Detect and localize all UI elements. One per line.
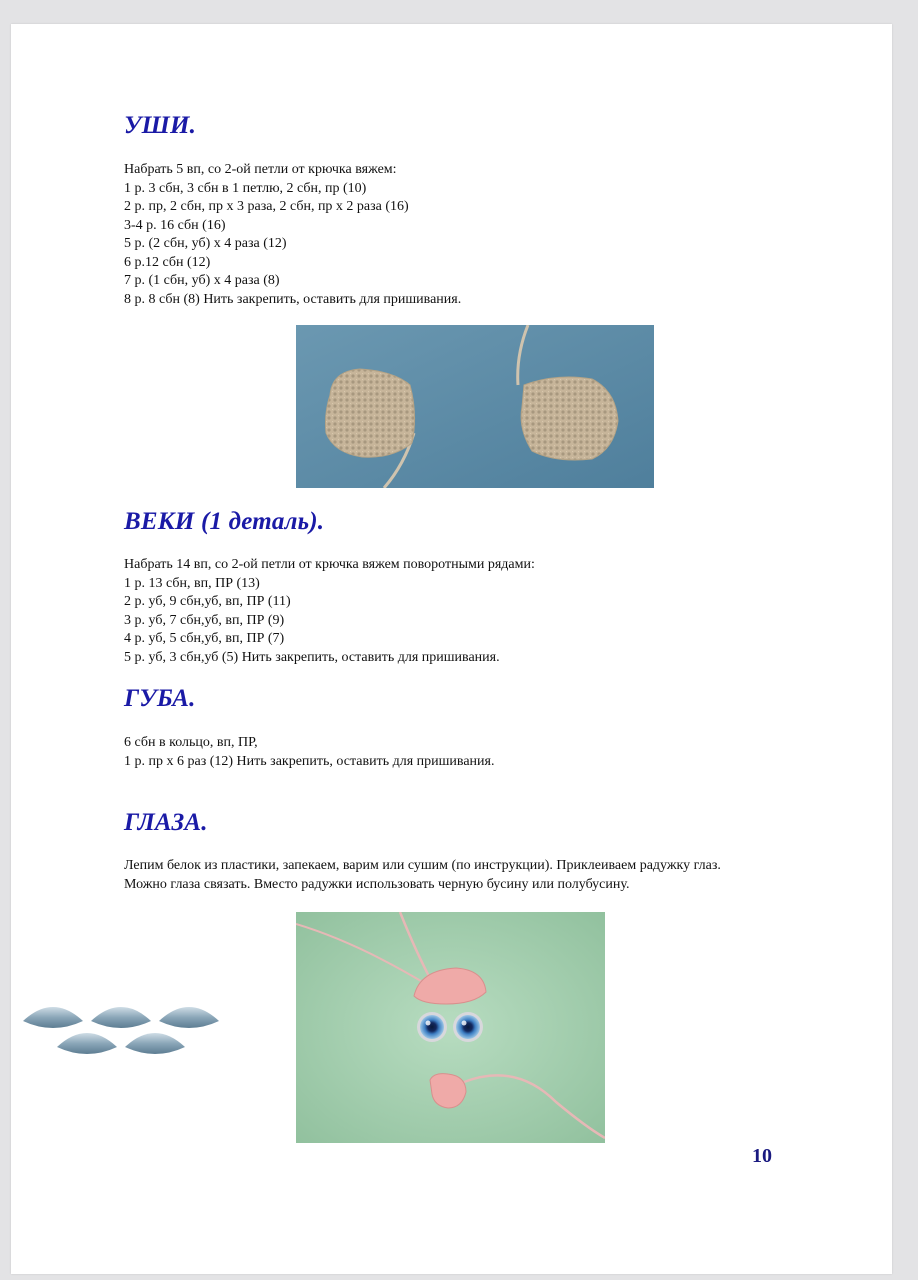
text-line: 4 р. уб, 5 сбн,уб, вп, ПР (7) <box>124 631 285 646</box>
text-line: Лепим белок из пластики, запекаем, варим или сушим (по инструкции). Приклеиваем радужку глаз. <box>124 858 721 873</box>
page-number: 10 <box>752 1145 772 1167</box>
heading-eyes: ГЛАЗА. <box>124 809 208 836</box>
eyelids-instructions <box>124 556 535 667</box>
heading-eyelids: ВЕКИ (1 деталь). <box>124 508 325 535</box>
text-line: 3-4 р. 16 сбн (16) <box>124 217 226 233</box>
text-line: 6 р.12 сбн (12) <box>124 254 211 270</box>
text-line: 2 р. пр, 2 сбн, пр х 3 раза, 2 сбн, пр х 2 раза (16) <box>124 199 409 214</box>
text-line: Можно глаза связать. Вместо радужки использовать черную бусину или полубусину. <box>124 876 630 892</box>
text-line: 1 р. 13 сбн, вп, ПР (13) <box>124 575 260 591</box>
heading-lip: ГУБА. <box>124 685 196 712</box>
text-line: Набрать 5 вп, со 2-ой петли от крючка вяжем: <box>124 162 397 177</box>
text-line: 3 р. уб, 7 сбн,уб, вп, ПР (9) <box>124 612 285 628</box>
text-line: 1 р. 3 сбн, 3 сбн в 1 петлю, 2 сбн, пр (10) <box>124 180 367 196</box>
text-line: Набрать 14 вп, со 2-ой петли от крючка вяжем поворотными рядами: <box>124 557 535 572</box>
eyes-photo <box>296 912 605 1143</box>
text-line: 2 р. уб, 9 сбн,уб, вп, ПР (11) <box>124 594 291 609</box>
eyes-instructions <box>124 857 721 894</box>
text-line: 5 р. (2 сбн, уб) х 4 раза (12) <box>124 236 287 251</box>
wave-ornament <box>23 999 225 1070</box>
text-line: 1 р. пр х 6 раз (12) Нить закрепить, оставить для пришивания. <box>124 753 495 769</box>
lip-instructions <box>124 734 494 771</box>
ears-instructions <box>124 161 461 309</box>
text-line: 8 р. 8 сбн (8) Нить закрепить, оставить для пришивания. <box>124 291 462 307</box>
text-line: 6 сбн в кольцо, вп, ПР, <box>124 735 258 750</box>
heading-ears: УШИ. <box>124 112 197 139</box>
ears-photo <box>296 325 654 488</box>
document-page <box>11 24 892 1274</box>
text-line: 7 р. (1 сбн, уб) х 4 раза (8) <box>124 273 280 288</box>
text-line: 5 р. уб, 3 сбн,уб (5) Нить закрепить, оставить для пришивания. <box>124 649 500 665</box>
